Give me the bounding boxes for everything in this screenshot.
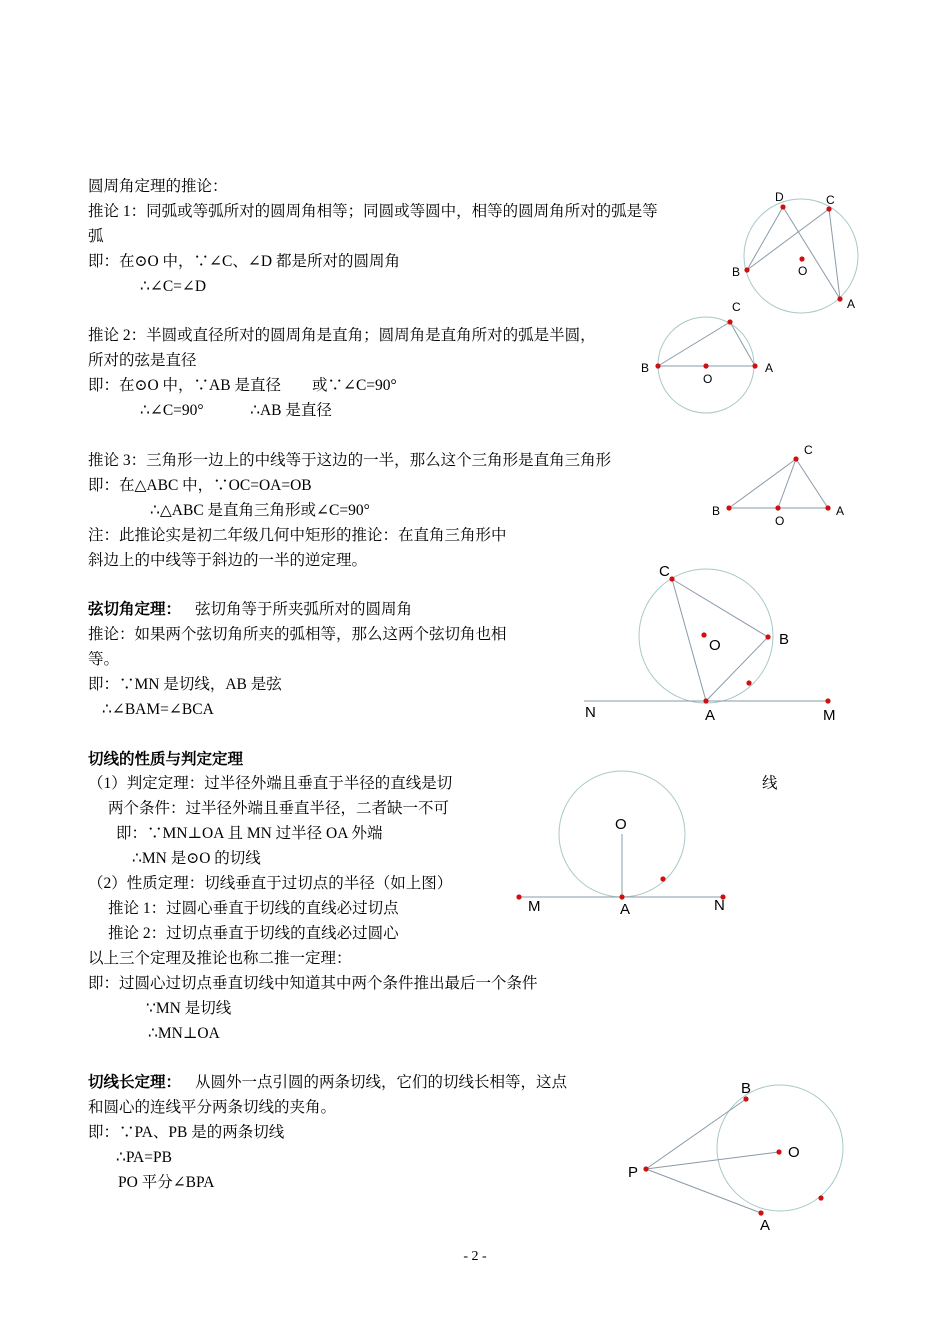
chord-tangent-conclusion: ∴∠BAM=∠BCA — [102, 701, 214, 718]
fig5-labels — [528, 816, 725, 918]
tangent-l9: 即：过圆心过切点垂直切线中知道其中两个条件推出最后一个条件 — [88, 975, 538, 992]
note-line1: 注：此推论实是初二年级几何中矩形的推论：在直角三角形中 — [88, 527, 507, 544]
tangent-section-title: 切线的性质与判定定理 — [88, 751, 244, 768]
fig4-point-A — [703, 698, 708, 703]
fig3-label-B: B — [712, 504, 721, 518]
fig6-point-P — [643, 1166, 648, 1171]
fig6-point-B — [743, 1096, 748, 1101]
fig6-label-B: B — [741, 1080, 752, 1097]
tangent-l3: 即：∵MN⊥OA 且 MN 过半径 OA 外端 — [116, 825, 383, 842]
figure-tangent-length — [646, 1085, 843, 1213]
fig4-point-arc — [746, 680, 751, 685]
fig4-label-B: B — [779, 631, 790, 648]
fig2-point-A — [752, 363, 757, 368]
fig1-label-O: O — [798, 264, 808, 278]
fig1-point-B — [744, 267, 749, 272]
fig3-points — [726, 456, 830, 510]
tangent-length-statement: 从圆外一点引圆的两条切线，它们的切线长相等，这点 — [195, 1074, 568, 1091]
fig5-label-M: M — [528, 898, 541, 915]
fig6-label-A: A — [760, 1217, 771, 1234]
page-number: - 2 - — [463, 1249, 487, 1264]
fig1-line-BD — [747, 207, 783, 270]
fig3-label-O: O — [775, 514, 785, 528]
fig2-label-O: O — [703, 372, 713, 386]
tangent-length-conclusion2: PO 平分∠BPA — [118, 1174, 215, 1191]
fig6-point-O — [776, 1149, 781, 1154]
fig1-point-O — [799, 256, 804, 261]
chord-tangent-title: 弦切角定理： — [88, 601, 182, 618]
tangent-length-line2: 和圆心的连线平分两条切线的夹角。 — [88, 1099, 337, 1116]
corollary2-conclusion: ∴∠C=90° ∴AB 是直径 — [140, 402, 332, 419]
section1-title: 圆周角定理的推论： — [88, 178, 228, 195]
corollary2-line2: 所对的弦是直径 — [88, 352, 197, 369]
corollary1-given: 即：在⊙O 中，∵∠C、∠D 都是所对的圆周角 — [88, 253, 400, 270]
corollary1-conclusion: ∴∠C=∠D — [140, 278, 207, 295]
fig2-label-C: C — [732, 300, 741, 314]
tangent-length-given: 即：∵PA、PB 是的两条切线 — [88, 1124, 285, 1141]
fig6-label-O: O — [788, 1144, 800, 1161]
fig2-line-CA — [730, 322, 755, 366]
fig5-points — [516, 876, 725, 899]
corollary1-line2: 弧 — [88, 228, 104, 245]
figure-tangent-radius — [519, 771, 724, 897]
fig6-point-A — [758, 1210, 763, 1215]
chord-tangent-corollary-line2: 等。 — [88, 651, 120, 668]
fig4-points — [669, 576, 830, 703]
fig1-label-C: C — [826, 193, 835, 207]
fig4-labels — [585, 563, 836, 724]
fig3-labels — [712, 443, 844, 528]
fig1-line-DA — [783, 207, 840, 299]
fig3-point-A — [825, 505, 830, 510]
fig1-points — [744, 204, 842, 301]
tangent-length-conclusion1: ∴PA=PB — [116, 1149, 172, 1166]
fig5-point-A — [619, 894, 624, 899]
fig1-point-C — [826, 206, 831, 211]
tangent-l10: ∵MN 是切线 — [146, 1000, 232, 1017]
fig4-point-C — [669, 576, 674, 581]
corollary3-line1: 推论 3：三角形一边上的中线等于这边的一半，那么这个三角形是直角三角形 — [88, 452, 612, 469]
tangent-l5: （2）性质定理：切线垂直于过切点的半径（如上图） — [88, 875, 453, 892]
fig1-point-D — [780, 204, 785, 209]
tangent-l4: ∴MN 是⊙O 的切线 — [132, 850, 261, 867]
corollary2-line1: 推论 2：半圆或直径所对的圆周角是直角；圆周角是直角所对的弧是半圆， — [88, 327, 596, 344]
fig4-label-O: O — [709, 637, 721, 654]
tangent-length-title: 切线长定理： — [88, 1074, 182, 1091]
tangent-l7: 推论 2：过切点垂直于切线的直线必过圆心 — [108, 925, 399, 942]
figure-median-triangle — [729, 459, 828, 508]
fig3-line-CA — [796, 459, 828, 508]
fig4-line-CA — [672, 579, 706, 701]
fig1-line-CA — [829, 209, 840, 299]
fig4-line-CB — [672, 579, 768, 637]
note-line2: 斜边上的中线等于斜边的一半的逆定理。 — [88, 552, 368, 569]
fig4-label-C: C — [659, 563, 670, 580]
fig2-point-C — [727, 319, 732, 324]
fig1-label-B: B — [732, 265, 741, 279]
corollary3-given: 即：在△ABC 中，∵OC=OA=OB — [88, 477, 312, 494]
chord-tangent-statement: 弦切角等于所夹弧所对的圆周角 — [195, 601, 413, 618]
fig2-point-O — [703, 363, 708, 368]
fig6-circle — [717, 1085, 843, 1211]
tangent-l2: 两个条件：过半径外端且垂直半径，二者缺一不可 — [108, 800, 450, 817]
fig6-line-PA — [646, 1169, 761, 1213]
fig4-point-B — [765, 634, 770, 639]
fig2-point-B — [655, 363, 660, 368]
chord-tangent-given: 即：∵MN 是切线，AB 是弦 — [88, 676, 282, 693]
fig2-label-A: A — [765, 361, 774, 375]
fig3-label-C: C — [804, 443, 813, 457]
tangent-l1-tail: 线 — [762, 775, 778, 792]
fig4-point-M — [825, 698, 830, 703]
fig4-label-A: A — [705, 707, 716, 724]
fig5-point-arc — [660, 876, 665, 881]
fig3-point-C — [793, 456, 798, 461]
fig1-point-A — [837, 296, 842, 301]
corollary3-conclusion: ∴△ABC 是直角三角形或∠C=90° — [150, 502, 370, 519]
fig3-line-BC — [729, 459, 796, 508]
figure-inscribed-angles — [744, 199, 858, 313]
fig3-point-O — [775, 505, 780, 510]
tangent-l8: 以上三个定理及推论也称二推一定理： — [88, 950, 352, 967]
chord-tangent-corollary-line1: 推论：如果两个弦切角所夹的弧相等，那么这两个弦切角也相 — [88, 626, 507, 643]
tangent-l6: 推论 1：过圆心垂直于切线的直线必过切点 — [108, 900, 399, 917]
fig5-point-M — [516, 894, 521, 899]
fig4-point-O — [701, 632, 706, 637]
fig1-circle — [744, 199, 858, 313]
fig2-label-B: B — [641, 361, 650, 375]
corollary1-line1: 推论 1：同弧或等弧所对的圆周角相等；同圆或等圆中，相等的圆周角所对的弧是等 — [88, 203, 658, 220]
fig5-label-A: A — [620, 901, 631, 918]
tangent-l1: （1）判定定理：过半径外端且垂直于半径的直线是切 — [88, 775, 453, 792]
fig5-label-O: O — [615, 816, 627, 833]
tangent-l11: ∴MN⊥OA — [148, 1025, 220, 1042]
fig1-label-A: A — [847, 297, 856, 311]
fig6-label-P: P — [628, 1164, 639, 1181]
corollary2-given: 即：在⊙O 中，∵AB 是直径 或∵∠C=90° — [88, 377, 397, 394]
fig1-label-D: D — [775, 190, 784, 204]
fig3-label-A: A — [836, 504, 845, 518]
fig3-point-B — [726, 505, 731, 510]
fig2-line-BC — [658, 322, 730, 366]
fig3-line-CO — [778, 459, 796, 508]
fig4-label-M: M — [823, 707, 836, 724]
fig6-point-arc — [818, 1195, 823, 1200]
fig5-label-N: N — [714, 897, 725, 914]
fig4-label-N: N — [585, 704, 596, 721]
